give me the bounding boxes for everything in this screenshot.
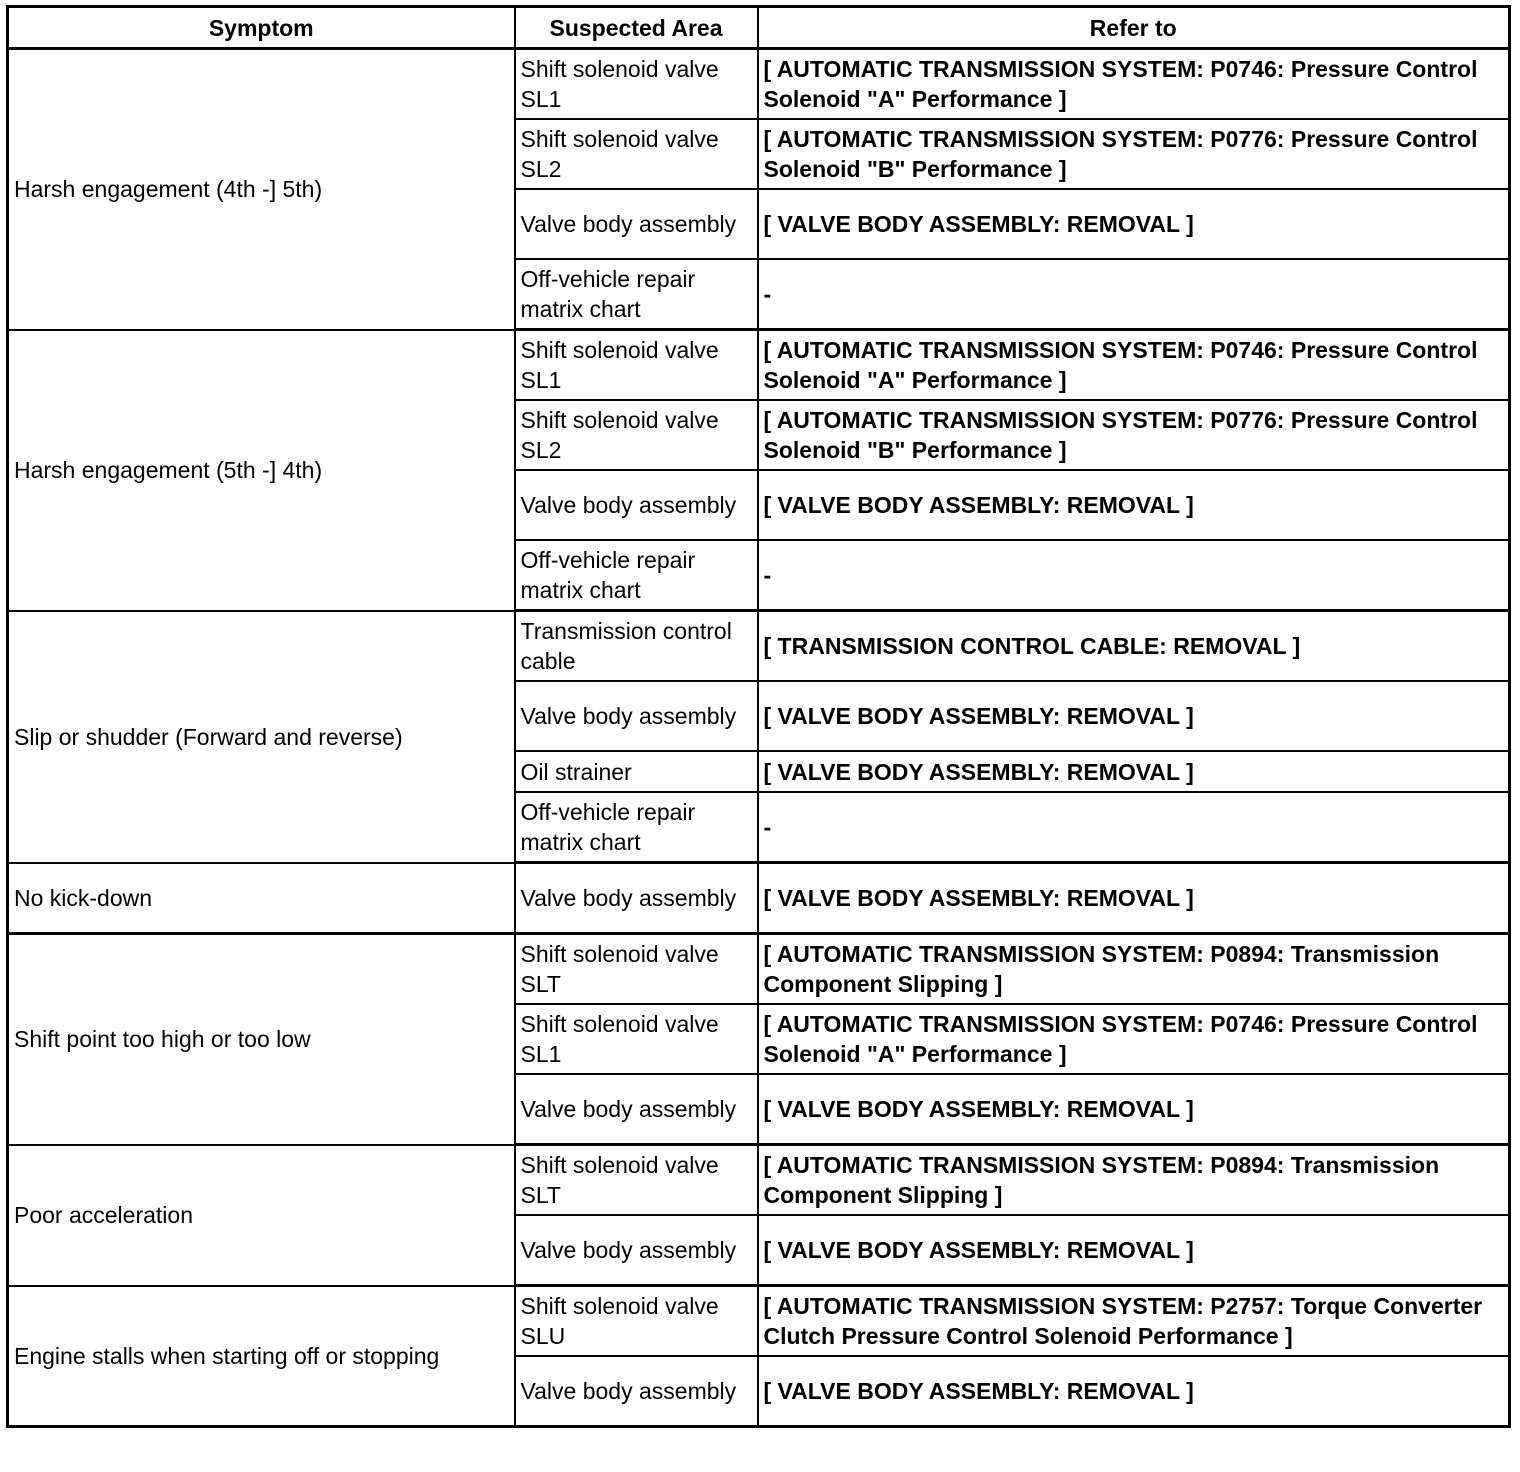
symptom-cell: No kick-down xyxy=(8,863,515,934)
table-row xyxy=(8,1145,1510,1216)
table-row xyxy=(8,1286,1510,1357)
symptom-cell: Slip or shudder (Forward and reverse) xyxy=(8,611,515,863)
refer-to-cell: [ VALVE BODY ASSEMBLY: REMOVAL ] xyxy=(758,470,1510,540)
suspected-area-cell: Valve body assembly xyxy=(515,1074,758,1145)
suspected-area-cell: Off-vehicle repair matrix chart xyxy=(515,540,758,611)
refer-to-cell: [ AUTOMATIC TRANSMISSION SYSTEM: P0776: Pressure Control Solenoid "B" Performance ] xyxy=(758,119,1510,189)
refer-to-cell: [ VALVE BODY ASSEMBLY: REMOVAL ] xyxy=(758,1074,1510,1145)
symptom-cell: Harsh engagement (4th -] 5th) xyxy=(8,49,515,330)
refer-to-cell: [ VALVE BODY ASSEMBLY: REMOVAL ] xyxy=(758,1215,1510,1286)
symptom-table xyxy=(6,5,1511,1428)
refer-to-cell: [ AUTOMATIC TRANSMISSION SYSTEM: P2757: Torque Converter Clutch Pressure Control Solenoid Performance ] xyxy=(758,1286,1510,1357)
refer-to-cell: [ VALVE BODY ASSEMBLY: REMOVAL ] xyxy=(758,189,1510,259)
refer-to-cell: [ VALVE BODY ASSEMBLY: REMOVAL ] xyxy=(758,681,1510,751)
suspected-area-cell: Shift solenoid valve SL2 xyxy=(515,119,758,189)
suspected-area-cell: Valve body assembly xyxy=(515,470,758,540)
refer-to-cell: [ AUTOMATIC TRANSMISSION SYSTEM: P0894: Transmission Component Slipping ] xyxy=(758,934,1510,1005)
suspected-area-cell: Off-vehicle repair matrix chart xyxy=(515,259,758,330)
suspected-area-cell: Shift solenoid valve SL1 xyxy=(515,1004,758,1074)
suspected-area-cell: Shift solenoid valve SL1 xyxy=(515,330,758,401)
suspected-area-cell: Valve body assembly xyxy=(515,863,758,934)
refer-to-cell: [ TRANSMISSION CONTROL CABLE: REMOVAL ] xyxy=(758,611,1510,682)
header-suspected-area: Suspected Area xyxy=(515,7,758,49)
table-row xyxy=(8,934,1510,1005)
refer-to-cell: [ VALVE BODY ASSEMBLY: REMOVAL ] xyxy=(758,1356,1510,1427)
symptom-cell: Harsh engagement (5th -] 4th) xyxy=(8,330,515,611)
suspected-area-cell: Shift solenoid valve SL2 xyxy=(515,400,758,470)
header-row xyxy=(8,7,1510,49)
header-symptom: Symptom xyxy=(8,7,515,49)
refer-to-cell: [ VALVE BODY ASSEMBLY: REMOVAL ] xyxy=(758,751,1510,792)
suspected-area-cell: Off-vehicle repair matrix chart xyxy=(515,792,758,863)
suspected-area-cell: Valve body assembly xyxy=(515,681,758,751)
refer-to-cell: [ AUTOMATIC TRANSMISSION SYSTEM: P0746: Pressure Control Solenoid "A" Performance ] xyxy=(758,330,1510,401)
suspected-area-cell: Shift solenoid valve SLU xyxy=(515,1286,758,1357)
refer-to-cell: - xyxy=(758,792,1510,863)
table-row xyxy=(8,330,1510,401)
symptom-cell: Engine stalls when starting off or stopping xyxy=(8,1286,515,1427)
suspected-area-cell: Shift solenoid valve SLT xyxy=(515,934,758,1005)
suspected-area-cell: Valve body assembly xyxy=(515,1356,758,1427)
refer-to-cell: [ AUTOMATIC TRANSMISSION SYSTEM: P0746: Pressure Control Solenoid "A" Performance ] xyxy=(758,1004,1510,1074)
table-row xyxy=(8,611,1510,682)
suspected-area-cell: Shift solenoid valve SL1 xyxy=(515,49,758,120)
table-body xyxy=(8,49,1510,1427)
suspected-area-cell: Valve body assembly xyxy=(515,189,758,259)
refer-to-cell: [ AUTOMATIC TRANSMISSION SYSTEM: P0746: Pressure Control Solenoid "A" Performance ] xyxy=(758,49,1510,120)
suspected-area-cell: Valve body assembly xyxy=(515,1215,758,1286)
refer-to-cell: [ AUTOMATIC TRANSMISSION SYSTEM: P0894: Transmission Component Slipping ] xyxy=(758,1145,1510,1216)
suspected-area-cell: Transmission control cable xyxy=(515,611,758,682)
symptom-cell: Shift point too high or too low xyxy=(8,934,515,1145)
suspected-area-cell: Oil strainer xyxy=(515,751,758,792)
refer-to-cell: - xyxy=(758,540,1510,611)
header-refer-to: Refer to xyxy=(758,7,1510,49)
table-row xyxy=(8,49,1510,120)
refer-to-cell: [ VALVE BODY ASSEMBLY: REMOVAL ] xyxy=(758,863,1510,934)
suspected-area-cell: Shift solenoid valve SLT xyxy=(515,1145,758,1216)
table-row xyxy=(8,863,1510,934)
symptom-cell: Poor acceleration xyxy=(8,1145,515,1286)
refer-to-cell: [ AUTOMATIC TRANSMISSION SYSTEM: P0776: Pressure Control Solenoid "B" Performance ] xyxy=(758,400,1510,470)
refer-to-cell: - xyxy=(758,259,1510,330)
